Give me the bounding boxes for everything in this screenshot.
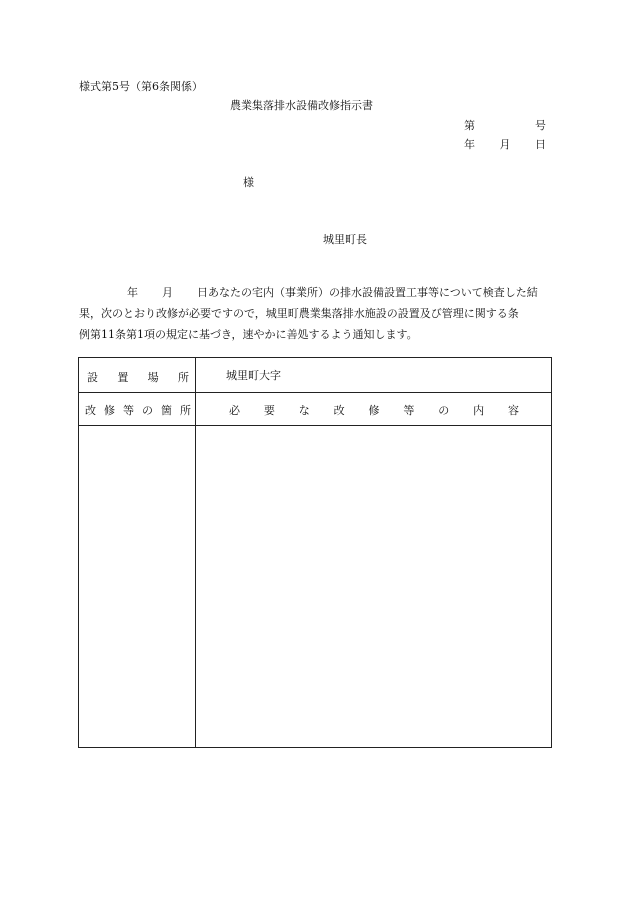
body-month: 月 [162,286,173,299]
document-title: 農業集落排水設備改修指示書 [230,99,373,112]
number-suffix: 号 [535,119,546,132]
repair-content-label: 必 要 な 改 修 等 の 内 容 [229,404,519,417]
date-month: 月 [499,138,511,151]
addressee-suffix: 様 [243,176,254,189]
repair-location-cell[interactable] [79,426,195,747]
body-line-2: 果，次のとおり改修が必要ですので，城里町農業集落排水施設の設置及び管理に関する条 [79,307,519,320]
date-day: 日 [535,138,546,151]
document-number-line [464,119,546,133]
body-line-1-text: 日あなたの宅内（事業所）の排水設備設置工事等について検査した結 [197,286,538,299]
number-prefix: 第 [464,119,475,132]
issue-date-line [464,138,546,152]
form-label: 様式第5号（第6条関係） [79,80,203,93]
body-paragraph [79,282,549,345]
body-year: 年 [127,286,138,299]
date-year: 年 [464,138,475,151]
location-value: 城里町大字 [226,369,281,382]
repair-location-label: 改 修 等 の 箇 所 [85,404,191,417]
repair-content-cell[interactable] [196,426,551,747]
repair-table [78,357,552,748]
table-row-divider [79,392,551,393]
body-line-1 [79,282,549,303]
body-line-3: 例第11条第1項の規定に基づき，速やかに善処するよう通知します。 [79,328,418,341]
issuer-name: 城里町長 [323,233,367,246]
location-label: 設 置 場 所 [87,371,189,384]
